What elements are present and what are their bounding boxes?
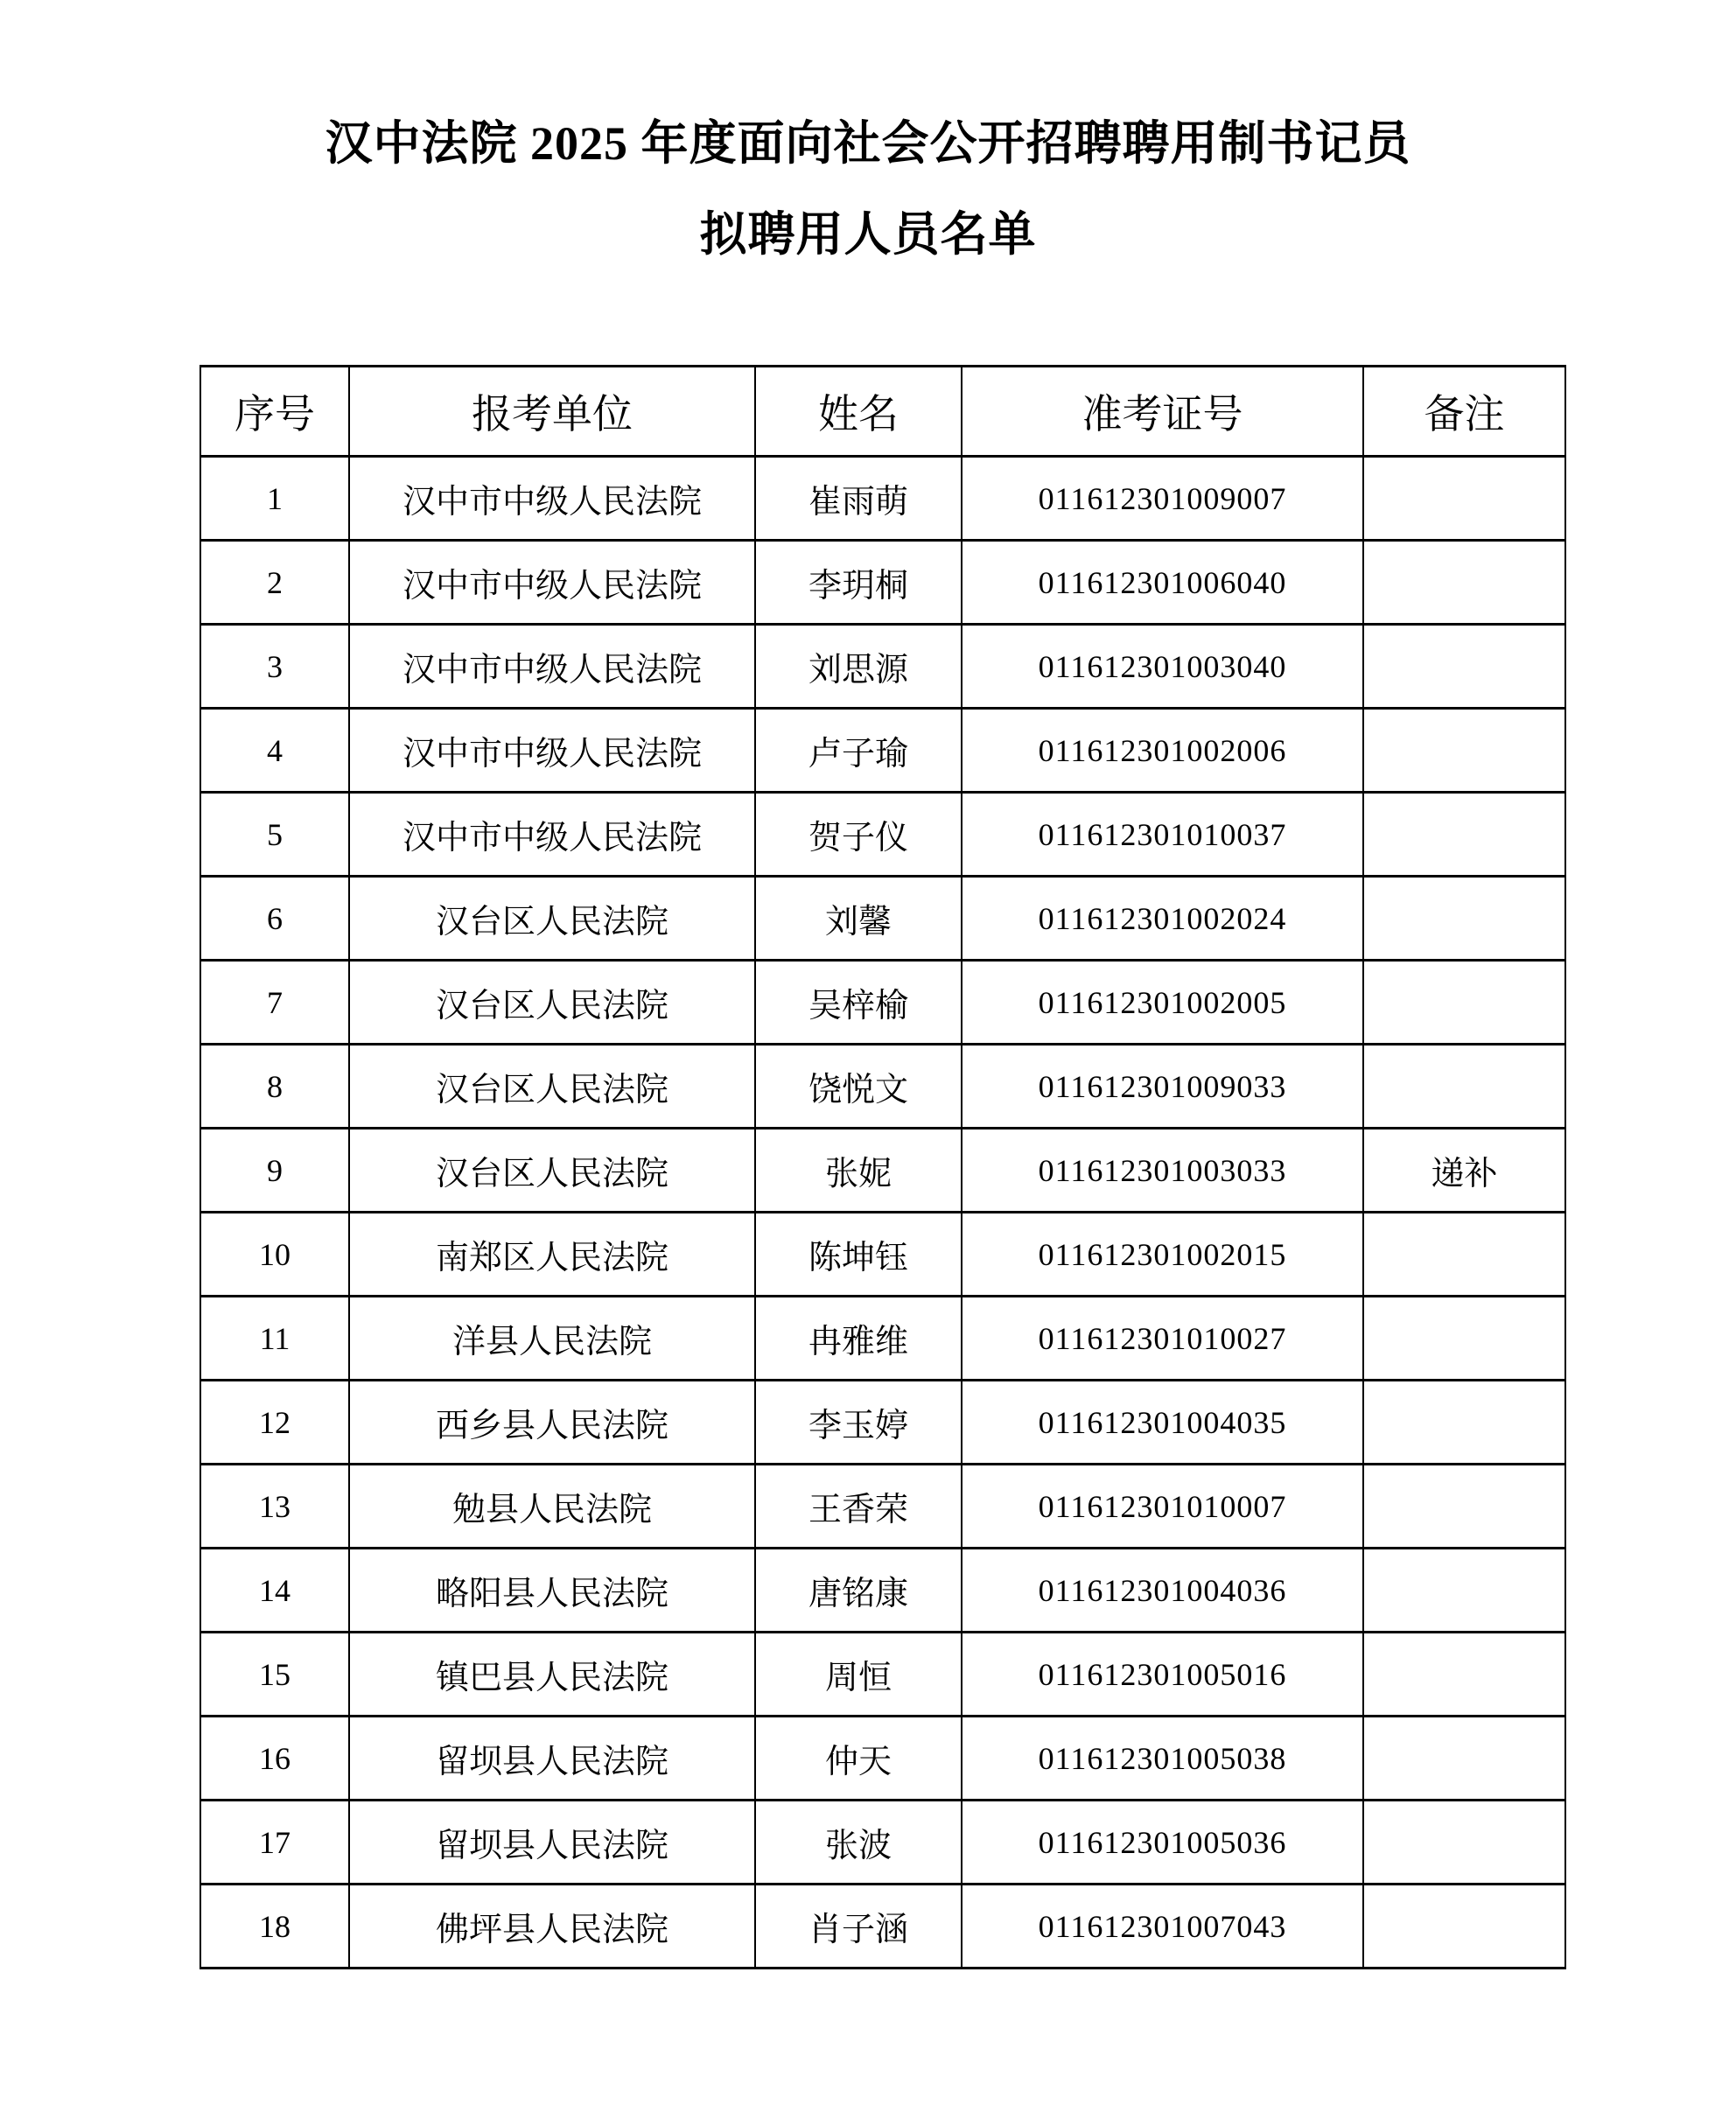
table-row: [200, 1045, 1565, 1129]
table-row: [200, 961, 1565, 1045]
remark-cell: 递补: [1363, 1129, 1565, 1213]
name-cell: 陈坤钰: [755, 1213, 962, 1297]
name-cell: 李玥桐: [755, 541, 962, 625]
remark-cell: [1363, 1297, 1565, 1381]
table-row: [200, 541, 1565, 625]
index-cell: 5: [200, 793, 349, 877]
header-index: 序号: [200, 367, 349, 457]
unit-cell: 汉中市中级人民法院: [349, 625, 755, 709]
index-cell: 3: [200, 625, 349, 709]
index-cell: 10: [200, 1213, 349, 1297]
name-cell: 冉雅维: [755, 1297, 962, 1381]
ticket-number-cell: 011612301005036: [962, 1801, 1363, 1885]
header-remark: 备注: [1363, 367, 1565, 457]
table-row: [200, 877, 1565, 961]
name-cell: 李玉婷: [755, 1381, 962, 1465]
roster-table: [200, 365, 1566, 1969]
name-cell: 张波: [755, 1801, 962, 1885]
index-cell: 11: [200, 1297, 349, 1381]
index-cell: 4: [200, 709, 349, 793]
remark-cell: [1363, 793, 1565, 877]
header-row: [200, 367, 1565, 457]
remark-cell: [1363, 1885, 1565, 1969]
ticket-number-cell: 011612301005038: [962, 1717, 1363, 1801]
unit-cell: 汉中市中级人民法院: [349, 793, 755, 877]
table-row: [200, 1465, 1565, 1549]
ticket-number-cell: 011612301002006: [962, 709, 1363, 793]
name-cell: 崔雨萌: [755, 457, 962, 541]
table-row: [200, 709, 1565, 793]
index-cell: 14: [200, 1549, 349, 1633]
title-line-2: 拟聘用人员名单: [699, 208, 1037, 261]
ticket-number-cell: 011612301003040: [962, 625, 1363, 709]
remark-cell: [1363, 625, 1565, 709]
unit-cell: 汉中市中级人民法院: [349, 457, 755, 541]
index-cell: 17: [200, 1801, 349, 1885]
remark-cell: [1363, 1045, 1565, 1129]
table-row: [200, 1801, 1565, 1885]
ticket-number-cell: 011612301010037: [962, 793, 1363, 877]
table-body: [200, 457, 1565, 1969]
unit-cell: 汉台区人民法院: [349, 1129, 755, 1213]
header-unit: 报考单位: [349, 367, 755, 457]
name-cell: 肖子涵: [755, 1885, 962, 1969]
index-cell: 7: [200, 961, 349, 1045]
ticket-number-cell: 011612301002015: [962, 1213, 1363, 1297]
ticket-number-cell: 011612301004036: [962, 1549, 1363, 1633]
unit-cell: 镇巴县人民法院: [349, 1633, 755, 1717]
unit-cell: 西乡县人民法院: [349, 1381, 755, 1465]
ticket-number-cell: 011612301010007: [962, 1465, 1363, 1549]
name-cell: 卢子瑜: [755, 709, 962, 793]
name-cell: 张妮: [755, 1129, 962, 1213]
ticket-number-cell: 011612301007043: [962, 1885, 1363, 1969]
unit-cell: 留坝县人民法院: [349, 1801, 755, 1885]
table-row: [200, 625, 1565, 709]
name-cell: 唐铭康: [755, 1549, 962, 1633]
unit-cell: 留坝县人民法院: [349, 1717, 755, 1801]
unit-cell: 勉县人民法院: [349, 1465, 755, 1549]
unit-cell: 洋县人民法院: [349, 1297, 755, 1381]
remark-cell: [1363, 1717, 1565, 1801]
index-cell: 18: [200, 1885, 349, 1969]
remark-cell: [1363, 1801, 1565, 1885]
table-row: [200, 1297, 1565, 1381]
remark-cell: [1363, 1465, 1565, 1549]
ticket-number-cell: 011612301009007: [962, 457, 1363, 541]
name-cell: 吴梓榆: [755, 961, 962, 1045]
table-row: [200, 1885, 1565, 1969]
ticket-number-cell: 011612301009033: [962, 1045, 1363, 1129]
table-row: [200, 1381, 1565, 1465]
index-cell: 6: [200, 877, 349, 961]
name-cell: 贺子仪: [755, 793, 962, 877]
unit-cell: 汉中市中级人民法院: [349, 709, 755, 793]
table-row: [200, 1633, 1565, 1717]
ticket-number-cell: 011612301010027: [962, 1297, 1363, 1381]
ticket-number-cell: 011612301002005: [962, 961, 1363, 1045]
index-cell: 9: [200, 1129, 349, 1213]
table-row: [200, 1717, 1565, 1801]
unit-cell: 汉台区人民法院: [349, 961, 755, 1045]
document-title: [0, 98, 1736, 280]
ticket-number-cell: 011612301005016: [962, 1633, 1363, 1717]
index-cell: 2: [200, 541, 349, 625]
remark-cell: [1363, 1549, 1565, 1633]
table-row: [200, 1549, 1565, 1633]
index-cell: 1: [200, 457, 349, 541]
remark-cell: [1363, 1381, 1565, 1465]
title-line-1: 汉中法院 2025 年度面向社会公开招聘聘用制书记员: [325, 117, 1411, 170]
unit-cell: 南郑区人民法院: [349, 1213, 755, 1297]
ticket-number-cell: 011612301003033: [962, 1129, 1363, 1213]
unit-cell: 佛坪县人民法院: [349, 1885, 755, 1969]
remark-cell: [1363, 1213, 1565, 1297]
unit-cell: 汉台区人民法院: [349, 877, 755, 961]
name-cell: 王香荣: [755, 1465, 962, 1549]
table-row: [200, 1129, 1565, 1213]
ticket-number-cell: 011612301006040: [962, 541, 1363, 625]
remark-cell: [1363, 877, 1565, 961]
index-cell: 13: [200, 1465, 349, 1549]
ticket-number-cell: 011612301002024: [962, 877, 1363, 961]
name-cell: 周恒: [755, 1633, 962, 1717]
name-cell: 刘思源: [755, 625, 962, 709]
table-row: [200, 1213, 1565, 1297]
name-cell: 仲天: [755, 1717, 962, 1801]
unit-cell: 汉台区人民法院: [349, 1045, 755, 1129]
remark-cell: [1363, 1633, 1565, 1717]
unit-cell: 汉中市中级人民法院: [349, 541, 755, 625]
unit-cell: 略阳县人民法院: [349, 1549, 755, 1633]
remark-cell: [1363, 961, 1565, 1045]
header-name: 姓名: [755, 367, 962, 457]
name-cell: 饶悦文: [755, 1045, 962, 1129]
table-row: [200, 793, 1565, 877]
index-cell: 15: [200, 1633, 349, 1717]
remark-cell: [1363, 709, 1565, 793]
index-cell: 16: [200, 1717, 349, 1801]
remark-cell: [1363, 457, 1565, 541]
ticket-number-cell: 011612301004035: [962, 1381, 1363, 1465]
index-cell: 12: [200, 1381, 349, 1465]
header-ticket-number: 准考证号: [962, 367, 1363, 457]
index-cell: 8: [200, 1045, 349, 1129]
table-row: [200, 457, 1565, 541]
remark-cell: [1363, 541, 1565, 625]
name-cell: 刘馨: [755, 877, 962, 961]
